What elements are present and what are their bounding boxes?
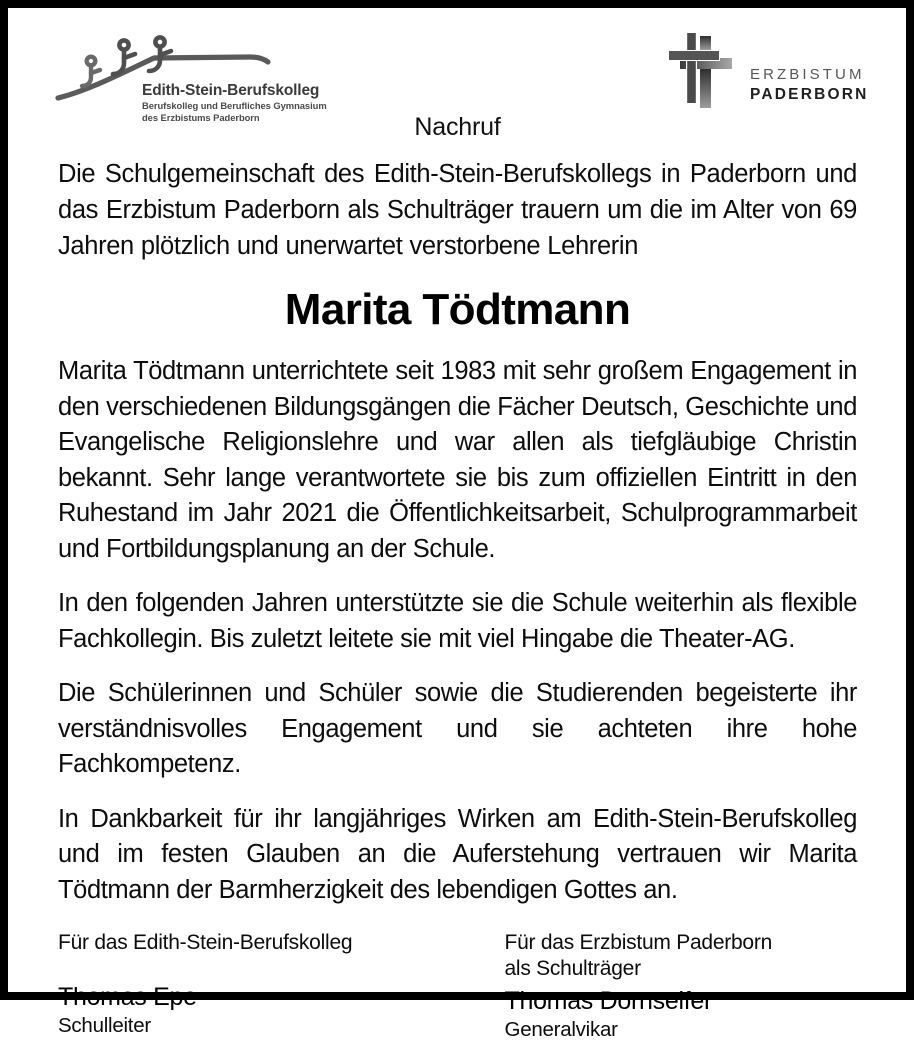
signature-row	[58, 930, 857, 1043]
notice-lede: Die Schulgemeinschaft des Edith-Stein-Berufskollegs in Paderborn und das Erzbistum Paderborn als Schulträger trauern um die im Alter von 69 Jahren plötzlich und unerwartet verstorbene Lehrerin	[58, 160, 857, 260]
notice-content	[8, 112, 906, 1043]
school-logo	[50, 30, 340, 123]
deceased-name: Marita Tödtmann	[284, 285, 631, 334]
school-logo-subtitle	[142, 100, 327, 123]
notice-paragraph: Marita Tödtmann unterrichtete seit 1983 mit sehr großem Engagement in den verschiedenen Bildungsgängen die Fächer Deutsch, Geschichte und Evangelische Religionslehre und war allen als tiefgläubige Christin bekannt. Sehr lange verantwortete sie bis zum offiziellen Eintritt in den Ruhestand im Jahr 2021 die Öffentlichkeitsarbeit, Schulprogrammarbeit und Fortbildungsplanung an der Schule.	[58, 357, 857, 563]
signature-org	[505, 930, 858, 982]
logo-header-row	[8, 8, 906, 123]
notice-paragraph: In den folgenden Jahren unterstützte sie die Schule weiterhin als flexible Fachkollegin. Bis zuletzt leitete sie mit viel Hingabe die Theater-AG.	[58, 589, 857, 653]
signature-org-line1: Für das Erzbistum Paderborn	[504, 931, 773, 954]
double-outline-cross-icon	[664, 30, 742, 112]
signature-role: Generalvikar	[504, 1018, 618, 1041]
diocese-logo-line2: PADERBORN	[750, 86, 869, 103]
signature-block-school	[58, 930, 458, 1043]
school-logo-name: Edith-Stein-Berufskolleg	[142, 82, 320, 99]
diocese-logo-line1: ERZBISTUM	[750, 66, 865, 83]
signature-name: Thomas Dornseifer	[504, 987, 712, 1015]
obituary-notice-card	[8, 8, 906, 1041]
notice-kicker: Nachruf	[414, 113, 501, 141]
signature-role: Schulleiter	[58, 1014, 151, 1037]
diocese-logo	[664, 28, 884, 114]
signature-name: Thomas Epe	[58, 983, 197, 1011]
notice-paragraph: In Dankbarkeit für ihr langjähriges Wirken am Edith-Stein-Berufskolleg und im festen Glauben an die Auferstehung vertrauen wir Marita Tödtmann der Barmherzigkeit des lebendigen Gottes an.	[58, 804, 857, 904]
school-logo-subtitle-line2: des Erzbistums Paderborn	[142, 111, 260, 123]
notice-paragraph: Die Schülerinnen und Schüler sowie die Studierenden begeisterte ihr verständnisvolles Engagement und sie achteten ihre hohe Fachkompetenz.	[58, 679, 857, 778]
signature-block-diocese	[458, 930, 858, 1043]
signature-org-line2: als Schulträger	[504, 957, 641, 980]
school-logo-subtitle-line1: Berufskolleg und Berufliches Gymnasium	[142, 100, 327, 111]
signature-org: Für das Edith-Stein-Berufskolleg	[58, 931, 353, 954]
